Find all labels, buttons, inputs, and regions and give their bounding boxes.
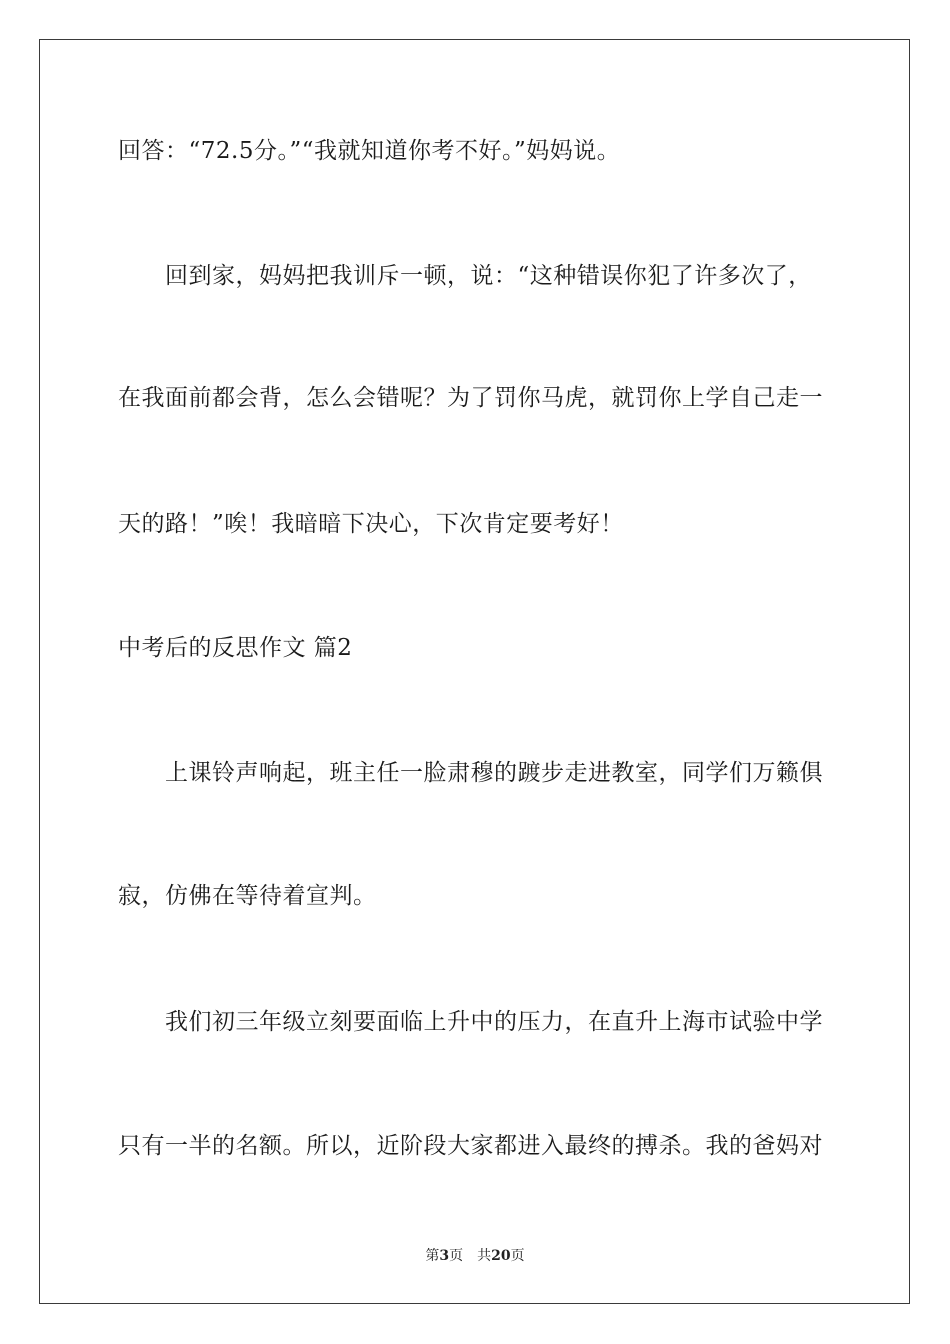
body-line: 上课铃声响起，班主任一脸肃穆的踱步走进教室，同学们万籁俱 (165, 760, 823, 786)
page-number: 3 (439, 1248, 450, 1264)
body-line: 回到家，妈妈把我训斥一顿，说：“这种错误你犯了许多次了， (165, 263, 812, 289)
body-line: 在我面前都会背，怎么会错呢？为了罚你马虎，就罚你上学自己走一 (118, 385, 823, 411)
body-line: 回答：“72.5分。”“我就知道你考不好。”妈妈说。 (118, 138, 621, 164)
page-footer (0, 1247, 950, 1265)
total-pages: 20 (491, 1248, 511, 1264)
total-suffix: 页 (510, 1248, 525, 1264)
body-line: 天的路！”唉！我暗暗下决心，下次肯定要考好！ (118, 511, 624, 537)
body-line: 我们初三年级立刻要面临上升中的压力，在直升上海市试验中学 (165, 1009, 823, 1035)
page-suffix: 页 (449, 1248, 464, 1264)
page-prefix: 第 (425, 1248, 440, 1264)
section-heading: 中考后的反思作文 篇2 (118, 635, 353, 661)
body-line: 只有一半的名额。所以，近阶段大家都进入最终的搏杀。我的爸妈对 (118, 1133, 823, 1159)
total-prefix: 共 (477, 1248, 492, 1264)
body-line: 寂，仿佛在等待着宣判。 (118, 883, 377, 909)
page-border (39, 39, 910, 1304)
